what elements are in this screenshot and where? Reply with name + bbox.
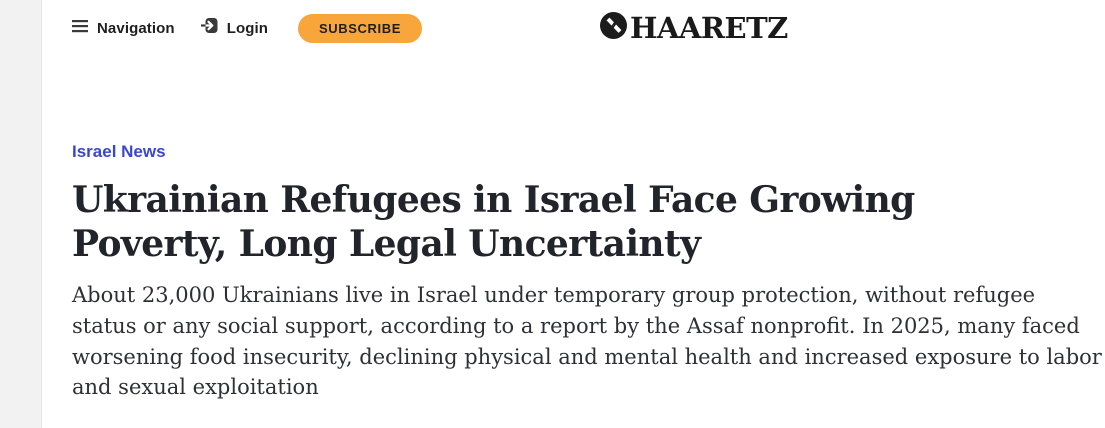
article-header	[72, 142, 1102, 403]
article-headline: Ukrainian Refugees in Israel Face Growing Poverty, Long Legal Uncertainty	[72, 179, 915, 265]
page-left-gutter	[0, 0, 42, 428]
section-link-israel-news[interactable]: Israel News	[72, 142, 166, 161]
navigation-label: Navigation	[97, 19, 175, 37]
navigation-menu-button[interactable]	[72, 19, 175, 38]
subscribe-button[interactable]: SUBSCRIBE	[298, 14, 422, 43]
page	[43, 0, 1105, 428]
article-subheadline: About 23,000 Ukrainians live in Israel under temporary group protection, without refugee status or any social support, according to a report by the Assaf nonprofit. In 2025, many faced worsening food insecurity, declining physical and mental health and increased exposure to labor and sexual exploitation	[72, 282, 1102, 400]
haaretz-logo-mark-icon	[600, 12, 627, 44]
hamburger-icon	[72, 19, 88, 38]
haaretz-logo-text: HAARETZ	[630, 10, 788, 45]
login-label: Login	[226, 19, 269, 37]
login-button[interactable]	[201, 17, 268, 39]
haaretz-logo[interactable]	[600, 12, 788, 44]
login-icon	[201, 17, 218, 39]
top-navigation-bar	[72, 12, 422, 44]
